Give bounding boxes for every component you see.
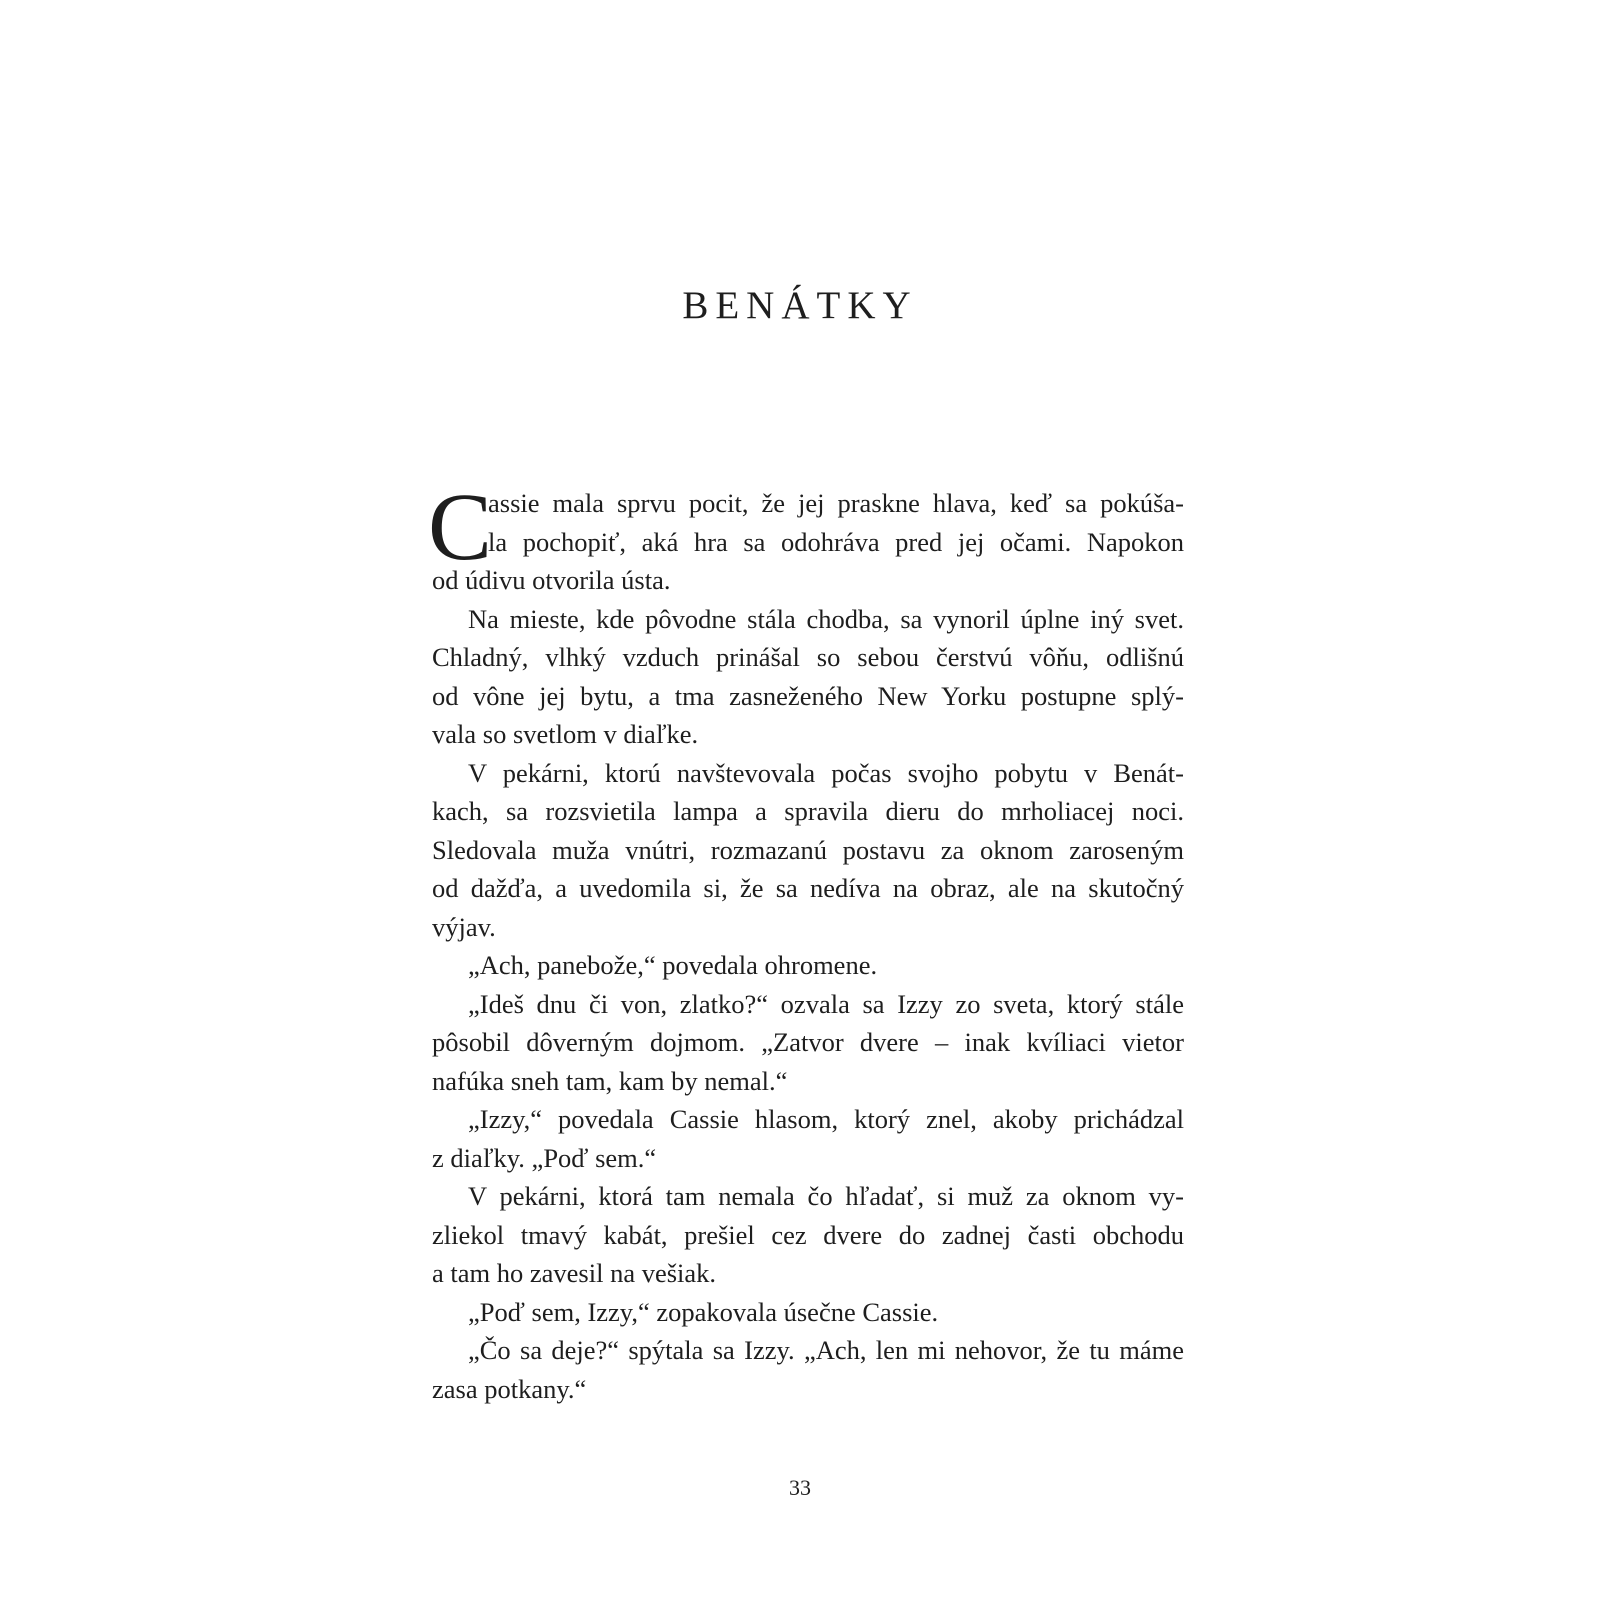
text-line: la pochopiť, aká hra sa odohráva pred jej očami. Napokon xyxy=(488,526,1184,557)
text-line: zasa potkany.“ xyxy=(432,1373,587,1404)
text-line: Na mieste, kde pôvodne stála chodba, sa vynoril úplne iný svet. xyxy=(468,603,1184,634)
text-line: V pekárni, ktorá tam nemala čo hľadať, si muž za oknom vy- xyxy=(468,1181,1184,1211)
text-line: pôsobil dôverným dojmom. „Zatvor dvere – inak kvíliaci vietor xyxy=(432,1027,1184,1057)
text-line: assie mala sprvu pocit, že jej praskne hlava, keď sa pokúša- xyxy=(488,488,1184,518)
text-line: a tam ho zavesil na vešiak. xyxy=(432,1258,717,1288)
page-number: 33 xyxy=(789,1475,811,1500)
text-line: „Poď sem, Izzy,“ zopakovala úsečne Cassie. xyxy=(468,1296,939,1327)
text-line: Sledovala muža vnútri, rozmazanú postavu za oknom zaroseným xyxy=(432,834,1184,865)
text-line: vala so svetlom v diaľke. xyxy=(432,719,699,749)
text-line: kach, sa rozsvietila lampa a spravila dieru do mrholiacej noci. xyxy=(432,796,1184,826)
text-line: zliekol tmavý kabát, prešiel cez dvere do zadnej časti obchodu xyxy=(432,1219,1184,1250)
text-line: od vône jej bytu, a tma zasneženého New Yorku postupne splý- xyxy=(432,680,1184,711)
text-line: „Izzy,“ povedala Cassie hlasom, ktorý znel, akoby prichádzal xyxy=(468,1104,1184,1134)
text-line: „Ach, panebože,“ povedala ohromene. xyxy=(468,950,878,980)
drop-cap: C xyxy=(428,473,493,580)
body-text xyxy=(428,473,1184,1408)
text-line: nafúka sneh tam, kam by nemal.“ xyxy=(432,1065,788,1096)
text-line: „Čo sa deje?“ spýtala sa Izzy. „Ach, len mi nehovor, že tu máme xyxy=(468,1335,1184,1365)
text-line: z diaľky. „Poď sem.“ xyxy=(432,1142,657,1173)
text-line: „Ideš dnu či von, zlatko?“ ozvala sa Izzy zo sveta, ktorý stále xyxy=(468,988,1184,1019)
text-line: Chladný, vlhký vzduch prinášal so sebou čerstvú vôňu, odlišnú xyxy=(432,642,1184,672)
text-line: V pekárni, ktorú navštevovala počas svojho pobytu v Benát- xyxy=(468,757,1184,788)
text-line: výjav. xyxy=(432,911,496,942)
text-line: od dažďa, a uvedomila si, že sa nedíva na obraz, ale na skutočný xyxy=(432,873,1184,903)
chapter-title: BENÁTKY xyxy=(682,284,918,327)
text-line: od údivu otvorila ústa. xyxy=(432,565,671,595)
